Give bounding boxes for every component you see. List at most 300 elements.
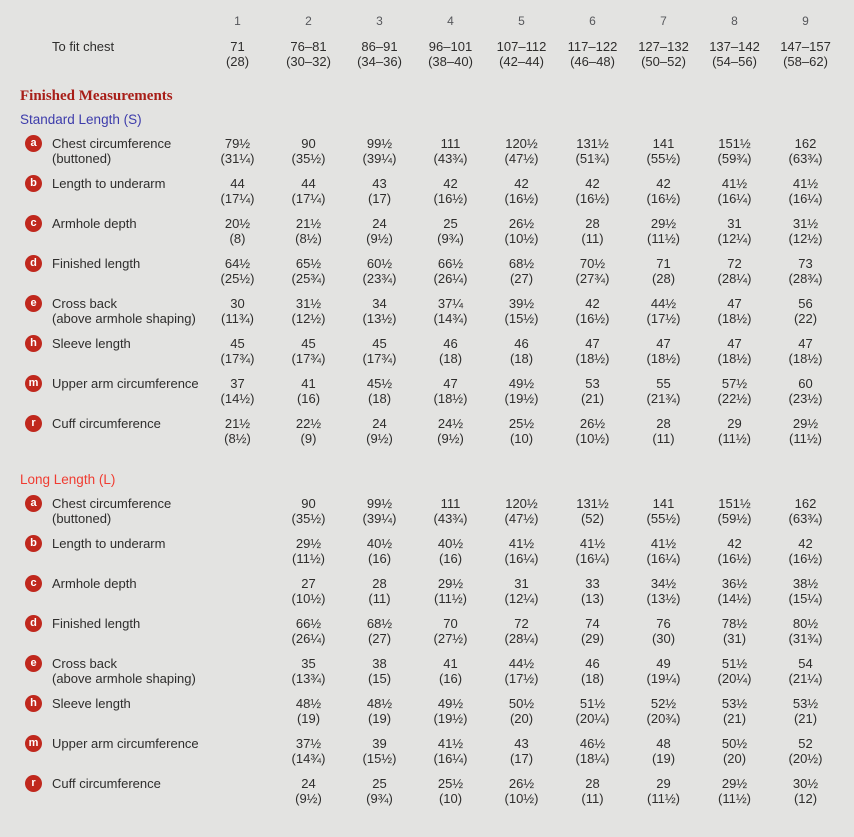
value-inches: (19) [651, 751, 676, 766]
value-inches: (16¼) [646, 551, 681, 566]
measurement-value [344, 416, 415, 446]
value-inches: (11) [368, 591, 391, 606]
measurement-value [202, 216, 273, 246]
value-inches: (9½) [366, 231, 393, 246]
table-row [20, 376, 854, 406]
value-cm: 72 [727, 256, 742, 271]
measurement-value [770, 176, 841, 206]
row-label-line1: Cuff circumference [52, 776, 161, 791]
measurement-value [344, 496, 415, 526]
table-row [20, 416, 854, 446]
value-inches: (18) [367, 391, 392, 406]
value-inches: (11½) [292, 551, 325, 566]
measurement-value [486, 696, 557, 726]
value-cm: 51½ [721, 656, 748, 671]
measurement-value [699, 576, 770, 606]
value-cm: 50½ [721, 736, 748, 751]
value-inches: (16) [438, 671, 463, 686]
row-badge: e [25, 295, 42, 312]
measurement-value [699, 776, 770, 806]
value-inches: (11½) [434, 591, 467, 606]
value-inches: (21) [793, 711, 818, 726]
to-fit-chest-value [557, 39, 628, 69]
value-cm: 31 [514, 576, 529, 591]
row-label [52, 296, 196, 326]
measurement-value [699, 536, 770, 566]
measurement-value [557, 256, 628, 286]
value-cm: 71 [230, 39, 245, 54]
measurement-value [202, 416, 273, 446]
row-label-cell [20, 736, 202, 752]
value-cm: 120½ [505, 136, 538, 151]
value-inches: (52) [580, 511, 605, 526]
value-inches: (10) [509, 431, 534, 446]
value-cm: 151½ [718, 496, 751, 511]
to-fit-chest-label: To fit chest [52, 39, 115, 54]
size-number: 6 [589, 14, 596, 28]
value-cm: 41½ [508, 536, 535, 551]
size-number: 8 [731, 14, 738, 28]
value-inches: (15½) [362, 751, 397, 766]
measurement-value [486, 256, 557, 286]
measurement-value [699, 256, 770, 286]
value-inches: (14½) [717, 591, 752, 606]
value-cm: 31½ [295, 296, 322, 311]
value-cm: 21½ [295, 216, 322, 231]
row-label-line2: (above armhole shaping) [52, 671, 196, 686]
measurement-value [415, 136, 486, 166]
value-cm: 64½ [224, 256, 251, 271]
value-inches: (20) [509, 711, 534, 726]
value-inches: (20½) [788, 751, 823, 766]
row-badge: a [25, 495, 42, 512]
value-cm: 25 [372, 776, 387, 791]
value-inches: (16) [296, 391, 321, 406]
to-fit-chest-value [770, 39, 841, 69]
to-fit-chest-value [628, 39, 699, 69]
value-cm: 74 [585, 616, 600, 631]
value-inches: (25¾) [291, 271, 326, 286]
value-cm: 47 [443, 376, 458, 391]
table-row [20, 616, 854, 646]
value-cm: 43 [372, 176, 387, 191]
value-cm: 30 [230, 296, 245, 311]
table-row [20, 136, 854, 166]
row-label [52, 576, 137, 591]
value-inches: (55½) [646, 151, 681, 166]
value-cm: 42 [514, 176, 529, 191]
value-cm: 96–101 [428, 39, 473, 54]
row-badge: b [25, 535, 42, 552]
value-inches: (20) [722, 751, 747, 766]
table-row [20, 736, 854, 766]
value-inches: (12½) [291, 311, 326, 326]
value-inches: (31¼) [220, 151, 255, 166]
row-label [52, 416, 161, 431]
value-cm: 44 [230, 176, 245, 191]
value-inches: (51¾) [575, 151, 610, 166]
measurement-value [557, 336, 628, 366]
value-cm: 43 [514, 736, 529, 751]
value-cm: 99½ [366, 136, 393, 151]
value-cm: 151½ [718, 136, 751, 151]
table-row [20, 536, 854, 566]
value-cm: 45 [301, 336, 316, 351]
value-cm: 60 [798, 376, 813, 391]
value-cm: 47 [798, 336, 813, 351]
value-inches: (12) [793, 791, 818, 806]
to-fit-chest-row [20, 39, 854, 69]
value-inches: (11½) [647, 231, 680, 246]
row-label-cell [20, 216, 202, 232]
value-cm: 86–91 [361, 39, 398, 54]
value-inches: (15¼) [788, 591, 823, 606]
measurement-value [770, 776, 841, 806]
row-badge: m [25, 735, 42, 752]
value-cm: 76 [656, 616, 671, 631]
value-cm: 41½ [650, 536, 677, 551]
measurement-value [699, 216, 770, 246]
measurement-value [770, 336, 841, 366]
value-inches: (26¼) [291, 631, 326, 646]
measurement-value [557, 496, 628, 526]
value-inches: (26¼) [433, 271, 468, 286]
table-row [20, 656, 854, 686]
value-cm: 42 [585, 176, 600, 191]
value-cm: 49½ [508, 376, 535, 391]
measurement-value [273, 336, 344, 366]
value-cm: 45 [230, 336, 245, 351]
value-inches: (16¼) [575, 551, 610, 566]
measurement-value [628, 496, 699, 526]
row-badge: d [25, 255, 42, 272]
value-cm: 34½ [650, 576, 677, 591]
measurement-value [699, 616, 770, 646]
measurement-value [770, 376, 841, 406]
measurement-value [557, 176, 628, 206]
row-badge: c [25, 575, 42, 592]
row-label-line1: Upper arm circumference [52, 376, 199, 391]
row-badge: r [25, 775, 42, 792]
value-inches: (43¾) [433, 511, 468, 526]
row-label [52, 496, 171, 526]
value-inches: (19¼) [646, 671, 681, 686]
value-cm: 56 [798, 296, 813, 311]
value-cm: 57½ [721, 376, 748, 391]
table-row [20, 336, 854, 366]
value-inches: (22½) [717, 391, 752, 406]
value-inches: (17½) [646, 311, 681, 326]
value-cm: 48½ [366, 696, 393, 711]
measurement-value [557, 296, 628, 326]
value-inches: (39¼) [362, 151, 397, 166]
value-cm: 42 [585, 296, 600, 311]
value-cm: 44½ [650, 296, 677, 311]
measurement-value [628, 296, 699, 326]
row-label-line1: Length to underarm [52, 536, 166, 551]
value-cm: 117–122 [567, 39, 618, 54]
measurement-value [699, 376, 770, 406]
value-cm: 42 [443, 176, 458, 191]
value-inches: (54–56) [712, 54, 757, 69]
row-label-line1: Cuff circumference [52, 416, 161, 431]
measurement-value [486, 576, 557, 606]
measurement-value [415, 776, 486, 806]
measurement-value [557, 616, 628, 646]
measurement-value [344, 776, 415, 806]
value-cm: 26½ [579, 416, 606, 431]
value-cm: 24½ [437, 416, 464, 431]
value-cm: 147–157 [780, 39, 831, 54]
measurement-value [344, 616, 415, 646]
measurement-value [628, 176, 699, 206]
value-inches: (15) [367, 671, 392, 686]
value-cm: 45½ [366, 376, 393, 391]
value-inches: (19) [296, 711, 321, 726]
value-inches: (16½) [717, 551, 752, 566]
value-cm: 111 [440, 496, 461, 511]
measurement-value [415, 416, 486, 446]
row-badge: h [25, 335, 42, 352]
value-inches: (47½) [504, 511, 539, 526]
size-number: 3 [376, 14, 383, 28]
value-cm: 29½ [721, 776, 748, 791]
value-cm: 70 [443, 616, 458, 631]
measurement-value [486, 336, 557, 366]
table-row [20, 296, 854, 326]
value-cm: 53½ [721, 696, 748, 711]
value-inches: (16¼) [717, 191, 752, 206]
value-inches: (17¾) [362, 351, 397, 366]
value-cm: 34 [372, 296, 387, 311]
value-cm: 51½ [579, 696, 606, 711]
value-inches: (17¼) [220, 191, 255, 206]
sections-container [20, 112, 854, 806]
measurement-value [486, 776, 557, 806]
value-cm: 99½ [366, 496, 393, 511]
measurement-value [699, 136, 770, 166]
row-label-cell [20, 176, 202, 192]
measurement-value [273, 296, 344, 326]
measurement-value [486, 296, 557, 326]
value-inches: (21) [722, 711, 747, 726]
value-cm: 107–112 [496, 39, 547, 54]
value-inches: (59½) [717, 511, 752, 526]
value-inches: (20¾) [646, 711, 681, 726]
value-inches: (16) [438, 551, 463, 566]
value-inches: (27½) [433, 631, 468, 646]
value-inches: (14¾) [433, 311, 468, 326]
measurement-value [415, 696, 486, 726]
measurement-value [273, 616, 344, 646]
value-inches: (31¾) [788, 631, 823, 646]
measurement-value [273, 256, 344, 286]
row-label [52, 256, 140, 271]
row-label-line2: (buttoned) [52, 511, 112, 526]
to-fit-chest-value [202, 39, 273, 69]
measurement-value [770, 696, 841, 726]
value-cm: 38½ [792, 576, 819, 591]
value-inches: (11) [652, 431, 675, 446]
value-cm: 39½ [508, 296, 535, 311]
value-cm: 29 [727, 416, 742, 431]
value-cm: 37½ [295, 736, 322, 751]
measurement-value [486, 416, 557, 446]
measurement-value [415, 496, 486, 526]
value-inches: (39¼) [362, 511, 397, 526]
value-inches: (8) [229, 231, 246, 246]
measurement-value [344, 136, 415, 166]
value-cm: 37¼ [437, 296, 464, 311]
value-inches: (12¼) [504, 591, 539, 606]
value-cm: 60½ [366, 256, 393, 271]
value-inches: (17¾) [291, 351, 326, 366]
measurement-value [202, 256, 273, 286]
measurement-value [415, 616, 486, 646]
value-inches: (31) [722, 631, 747, 646]
value-cm: 35 [301, 656, 316, 671]
measurement-value [344, 376, 415, 406]
measurement-value [344, 576, 415, 606]
value-inches: (18) [438, 351, 463, 366]
measurement-value [486, 176, 557, 206]
measurement-value [344, 336, 415, 366]
measurement-value [273, 496, 344, 526]
value-cm: 66½ [437, 256, 464, 271]
row-badge: e [25, 655, 42, 672]
measurement-value [415, 656, 486, 686]
size-number: 7 [660, 14, 667, 28]
measurement-value [699, 296, 770, 326]
value-cm: 54 [798, 656, 813, 671]
value-inches: (9½) [295, 791, 322, 806]
value-inches: (17) [367, 191, 392, 206]
to-fit-chest-value [415, 39, 486, 69]
measurement-value [486, 536, 557, 566]
value-cm: 41 [301, 376, 316, 391]
value-inches: (18½) [433, 391, 468, 406]
value-inches: (18½) [575, 351, 610, 366]
measurement-value [557, 656, 628, 686]
value-cm: 127–132 [638, 39, 689, 54]
section-heading-standard: Standard Length (S) [20, 112, 142, 127]
row-label-cell [20, 416, 202, 432]
measurement-value [344, 696, 415, 726]
value-inches: (9) [300, 431, 317, 446]
size-number: 4 [447, 14, 454, 28]
value-inches: (35½) [291, 151, 326, 166]
finished-measurements-heading: Finished Measurements [20, 88, 173, 104]
value-inches: (23½) [788, 391, 823, 406]
value-cm: 73 [798, 256, 813, 271]
value-inches: (18) [509, 351, 534, 366]
value-cm: 48½ [295, 696, 322, 711]
value-cm: 28 [585, 776, 600, 791]
measurement-value [415, 256, 486, 286]
value-inches: (18½) [717, 351, 752, 366]
to-fit-chest-value [344, 39, 415, 69]
value-inches: (19½) [433, 711, 468, 726]
table-row [20, 216, 854, 246]
value-inches: (20¼) [717, 671, 752, 686]
measurement-value [770, 496, 841, 526]
measurement-value [628, 416, 699, 446]
measurement-value [273, 176, 344, 206]
row-label-cell [20, 136, 202, 166]
value-cm: 53 [585, 376, 600, 391]
measurement-value [699, 656, 770, 686]
table-row [20, 176, 854, 206]
value-cm: 131½ [576, 496, 609, 511]
measurement-value [344, 536, 415, 566]
value-cm: 39 [372, 736, 387, 751]
value-cm: 26½ [508, 216, 535, 231]
value-cm: 24 [372, 216, 387, 231]
value-cm: 80½ [792, 616, 819, 631]
measurement-value [202, 296, 273, 326]
measurement-value [273, 536, 344, 566]
size-number: 2 [305, 14, 312, 28]
measurement-value [770, 576, 841, 606]
value-cm: 41 [443, 656, 458, 671]
value-cm: 25 [443, 216, 458, 231]
value-cm: 45 [372, 336, 387, 351]
value-cm: 25½ [437, 776, 464, 791]
measurement-value [770, 296, 841, 326]
table-row [20, 576, 854, 606]
value-inches: (9½) [437, 431, 464, 446]
value-cm: 47 [727, 296, 742, 311]
value-inches: (16¼) [504, 551, 539, 566]
value-cm: 141 [652, 496, 675, 511]
value-inches: (11¾) [221, 311, 254, 326]
row-label-line1: Finished length [52, 256, 141, 271]
value-cm: 53½ [792, 696, 819, 711]
value-cm: 44 [301, 176, 316, 191]
value-cm: 111 [440, 136, 461, 151]
value-cm: 41½ [579, 536, 606, 551]
value-cm: 76–81 [290, 39, 327, 54]
measurement-value [415, 336, 486, 366]
value-cm: 131½ [576, 136, 609, 151]
value-cm: 72 [514, 616, 529, 631]
measurement-value [486, 216, 557, 246]
measurement-value [557, 376, 628, 406]
measurement-value [628, 616, 699, 646]
measurement-value [486, 376, 557, 406]
value-cm: 20½ [224, 216, 251, 231]
value-cm: 65½ [295, 256, 322, 271]
measurement-value [415, 536, 486, 566]
section-heading-long: Long Length (L) [20, 472, 116, 487]
measurement-value [628, 216, 699, 246]
measurement-value [557, 576, 628, 606]
value-inches: (16½) [504, 191, 539, 206]
row-label-cell [20, 536, 202, 552]
value-cm: 141 [652, 136, 675, 151]
value-inches: (13½) [362, 311, 397, 326]
value-inches: (58–62) [783, 54, 828, 69]
value-inches: (10) [438, 791, 463, 806]
value-inches: (16¼) [788, 191, 823, 206]
measurement-value [770, 656, 841, 686]
row-label [52, 616, 140, 631]
value-cm: 40½ [437, 536, 464, 551]
row-label-line1: Finished length [52, 616, 141, 631]
measurement-value [344, 296, 415, 326]
value-inches: (12½) [788, 231, 823, 246]
row-label-cell [20, 696, 202, 712]
